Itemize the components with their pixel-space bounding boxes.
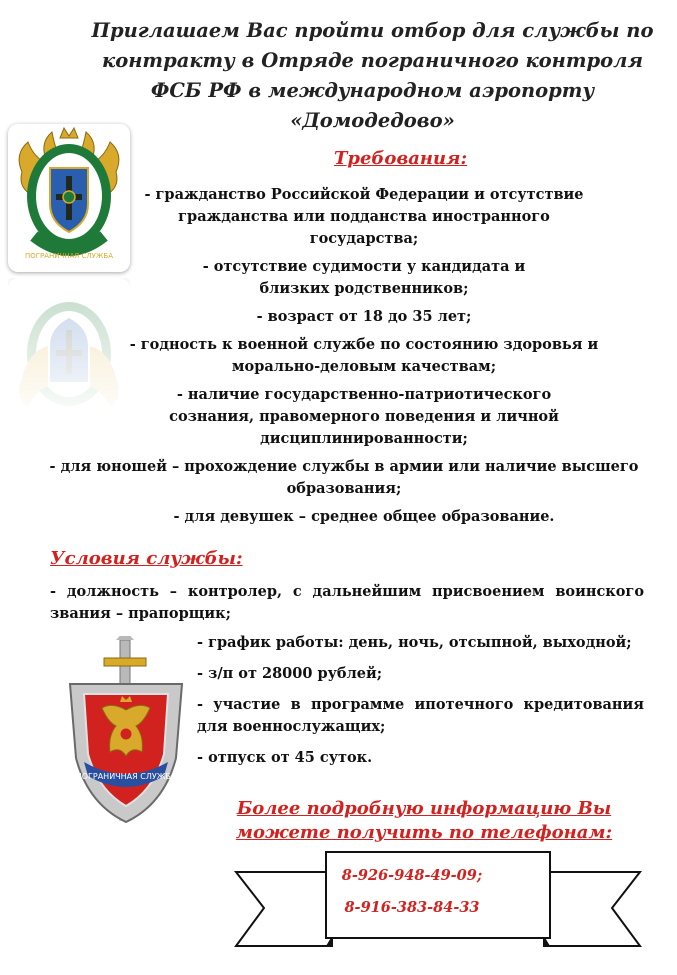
condition-item: - график работы: день, ночь, отсыпной, выходной; (197, 634, 632, 651)
requirements-heading: Требования: (334, 148, 468, 169)
contact-info (228, 797, 620, 845)
phone-list (326, 860, 498, 924)
requirement-item: - для девушек – среднее общее образование. (173, 508, 555, 525)
condition-item: - участие в программе ипотечного кредитования для военнослужащих; (197, 696, 644, 735)
condition-item: - з/п от 28000 рублей; (197, 665, 383, 682)
requirement-item: - гражданство Российской Федерации и отсутствие гражданства или подданства иностранного государства; (144, 186, 584, 247)
page-title (80, 16, 665, 136)
title-line-1: Приглашаем Вас пройти отбор для службы по (91, 19, 654, 42)
title-line-4: «Домодедово» (290, 109, 455, 132)
phone-number: 8-916-383-84-33 (344, 899, 480, 916)
shield-ribbon-text: ПОГРАНИЧНАЯ СЛУЖБА (75, 772, 177, 781)
contact-info-line-2: можете получить по телефонам: (235, 822, 613, 843)
svg-text:ПОГРАНИЧНАЯ СЛУЖБА: ПОГРАНИЧНАЯ СЛУЖБА (24, 252, 114, 260)
title-line-3: ФСБ РФ в международном аэропорту (150, 79, 595, 102)
phone-number: 8-926-948-49-09; (341, 867, 483, 884)
border-service-shield-icon (64, 636, 188, 836)
requirement-item: - возраст от 18 до 35 лет; (256, 308, 472, 325)
requirements-list (49, 184, 664, 534)
conditions-list (197, 632, 644, 778)
contact-info-line-1: Более подробную информацию Вы (236, 798, 612, 819)
requirement-item: - отсутствие судимости у кандидата и близких родственников; (202, 258, 526, 297)
requirement-item: - наличие государственно-патриотического сознания, правомерного поведения и личной дисциплинированности; (169, 386, 559, 447)
condition-item: - должность – контролер, с дальнейшим присвоением воинского звания – прапорщик; (50, 583, 644, 622)
requirement-item: - годность к военной службе по состоянию здоровья и морально-деловым качествам; (129, 336, 599, 375)
conditions-heading: Условия службы: (50, 548, 243, 569)
requirement-item: - для юношей – прохождение службы в армии или наличие высшего образования; (49, 458, 639, 497)
title-line-2: контракту в Отряде пограничного контроля (102, 49, 643, 72)
condition-item: - отпуск от 45 суток. (197, 749, 373, 766)
